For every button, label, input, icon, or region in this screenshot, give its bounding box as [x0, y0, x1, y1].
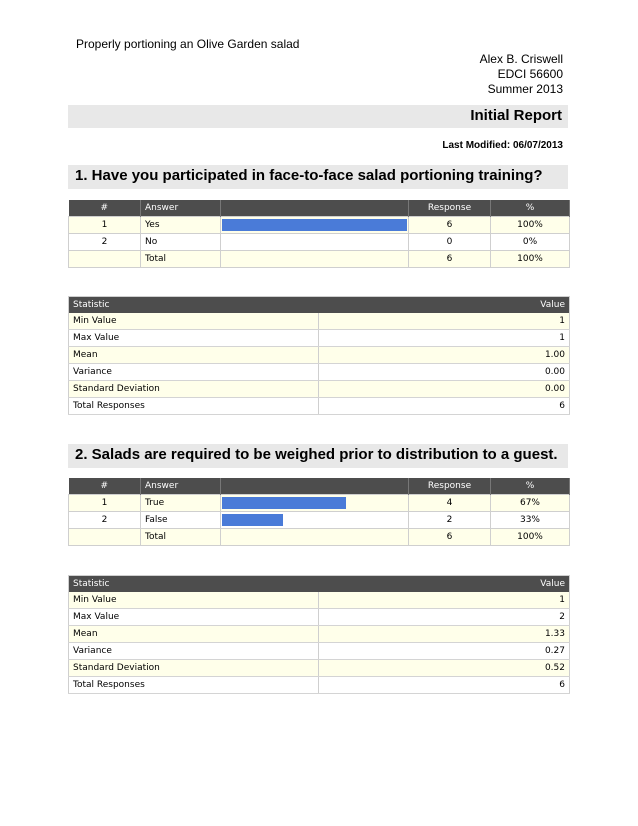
answer-response: 4	[409, 495, 491, 512]
stat-label: Min Value	[69, 313, 319, 330]
author-block	[480, 52, 563, 97]
stat-value: 1.00	[319, 347, 570, 364]
document-title: Properly portioning an Olive Garden salad	[76, 37, 300, 51]
course-code: EDCI 56600	[497, 67, 563, 81]
table-row	[69, 626, 570, 643]
table-row	[69, 512, 570, 529]
stat-label: Max Value	[69, 609, 319, 626]
stat-value: 1	[319, 330, 570, 347]
question-2-title: 2. Salads are required to be weighed prior to distribution to a guest.	[75, 446, 558, 463]
stat-value: 1.33	[319, 626, 570, 643]
table-row	[69, 234, 570, 251]
answer-bar-cell	[221, 495, 409, 512]
table-row	[69, 495, 570, 512]
col-pct: %	[491, 478, 570, 495]
table-row	[69, 398, 570, 415]
term: Summer 2013	[487, 82, 563, 96]
table-row	[69, 381, 570, 398]
answer-num: 1	[69, 495, 141, 512]
answer-label: Yes	[141, 217, 221, 234]
col-num: #	[69, 200, 141, 217]
stats-header-row	[69, 297, 570, 314]
stat-label: Max Value	[69, 330, 319, 347]
stat-label: Standard Deviation	[69, 381, 319, 398]
answer-pct: 0%	[491, 234, 570, 251]
col-pct: %	[491, 200, 570, 217]
question-2-answer-table	[68, 478, 570, 546]
col-value: Value	[319, 576, 570, 593]
stat-value: 0.27	[319, 643, 570, 660]
table-row	[69, 313, 570, 330]
col-value: Value	[319, 297, 570, 314]
question-1-answer-table	[68, 200, 570, 268]
question-1-stats-table	[68, 296, 570, 415]
report-title: Initial Report	[470, 107, 562, 124]
answer-response: 6	[409, 217, 491, 234]
stats-header-row	[69, 576, 570, 593]
stat-value: 0.00	[319, 381, 570, 398]
response-bar	[222, 514, 283, 526]
stat-value: 1	[319, 592, 570, 609]
question-1-bar	[68, 165, 568, 189]
stat-label: Mean	[69, 626, 319, 643]
total-response: 6	[409, 529, 491, 546]
stat-value: 1	[319, 313, 570, 330]
stat-label: Variance	[69, 643, 319, 660]
stat-value: 0.52	[319, 660, 570, 677]
answer-label: No	[141, 234, 221, 251]
total-response: 6	[409, 251, 491, 268]
stat-value: 6	[319, 677, 570, 694]
col-statistic: Statistic	[69, 576, 319, 593]
answer-bar-cell	[221, 512, 409, 529]
stat-value: 6	[319, 398, 570, 415]
question-2-bar	[68, 444, 568, 468]
answer-num: 2	[69, 234, 141, 251]
col-answer: Answer	[141, 478, 221, 495]
answer-pct: 67%	[491, 495, 570, 512]
stat-label: Mean	[69, 347, 319, 364]
total-pct: 100%	[491, 529, 570, 546]
table-row	[69, 364, 570, 381]
total-row	[69, 529, 570, 546]
table-row	[69, 347, 570, 364]
col-response: Response	[409, 200, 491, 217]
answer-label: True	[141, 495, 221, 512]
answer-label: False	[141, 512, 221, 529]
question-2-stats-table	[68, 575, 570, 694]
answer-bar-cell	[221, 217, 409, 234]
question-1-title: 1. Have you participated in face-to-face salad portioning training?	[75, 167, 543, 184]
response-bar	[222, 219, 407, 231]
stat-label: Total Responses	[69, 398, 319, 415]
last-modified: Last Modified: 06/07/2013	[442, 140, 563, 151]
answer-response: 2	[409, 512, 491, 529]
table-row	[69, 330, 570, 347]
total-label: Total	[141, 529, 221, 546]
stat-label: Standard Deviation	[69, 660, 319, 677]
report-title-bar	[68, 105, 568, 128]
answer-response: 0	[409, 234, 491, 251]
total-pct: 100%	[491, 251, 570, 268]
answer-header-row	[69, 200, 570, 217]
col-bar	[221, 478, 409, 495]
table-row	[69, 660, 570, 677]
author-name: Alex B. Criswell	[479, 52, 563, 66]
answer-bar-cell	[221, 234, 409, 251]
answer-num: 1	[69, 217, 141, 234]
stat-label: Variance	[69, 364, 319, 381]
answer-header-row	[69, 478, 570, 495]
table-row	[69, 592, 570, 609]
col-num: #	[69, 478, 141, 495]
col-answer: Answer	[141, 200, 221, 217]
answer-pct: 100%	[491, 217, 570, 234]
stat-label: Total Responses	[69, 677, 319, 694]
table-row	[69, 643, 570, 660]
col-statistic: Statistic	[69, 297, 319, 314]
stat-value: 0.00	[319, 364, 570, 381]
total-label: Total	[141, 251, 221, 268]
answer-num: 2	[69, 512, 141, 529]
answer-pct: 33%	[491, 512, 570, 529]
table-row	[69, 609, 570, 626]
col-bar	[221, 200, 409, 217]
response-bar	[222, 497, 346, 509]
table-row	[69, 677, 570, 694]
table-row	[69, 217, 570, 234]
stat-label: Min Value	[69, 592, 319, 609]
stat-value: 2	[319, 609, 570, 626]
total-row	[69, 251, 570, 268]
col-response: Response	[409, 478, 491, 495]
